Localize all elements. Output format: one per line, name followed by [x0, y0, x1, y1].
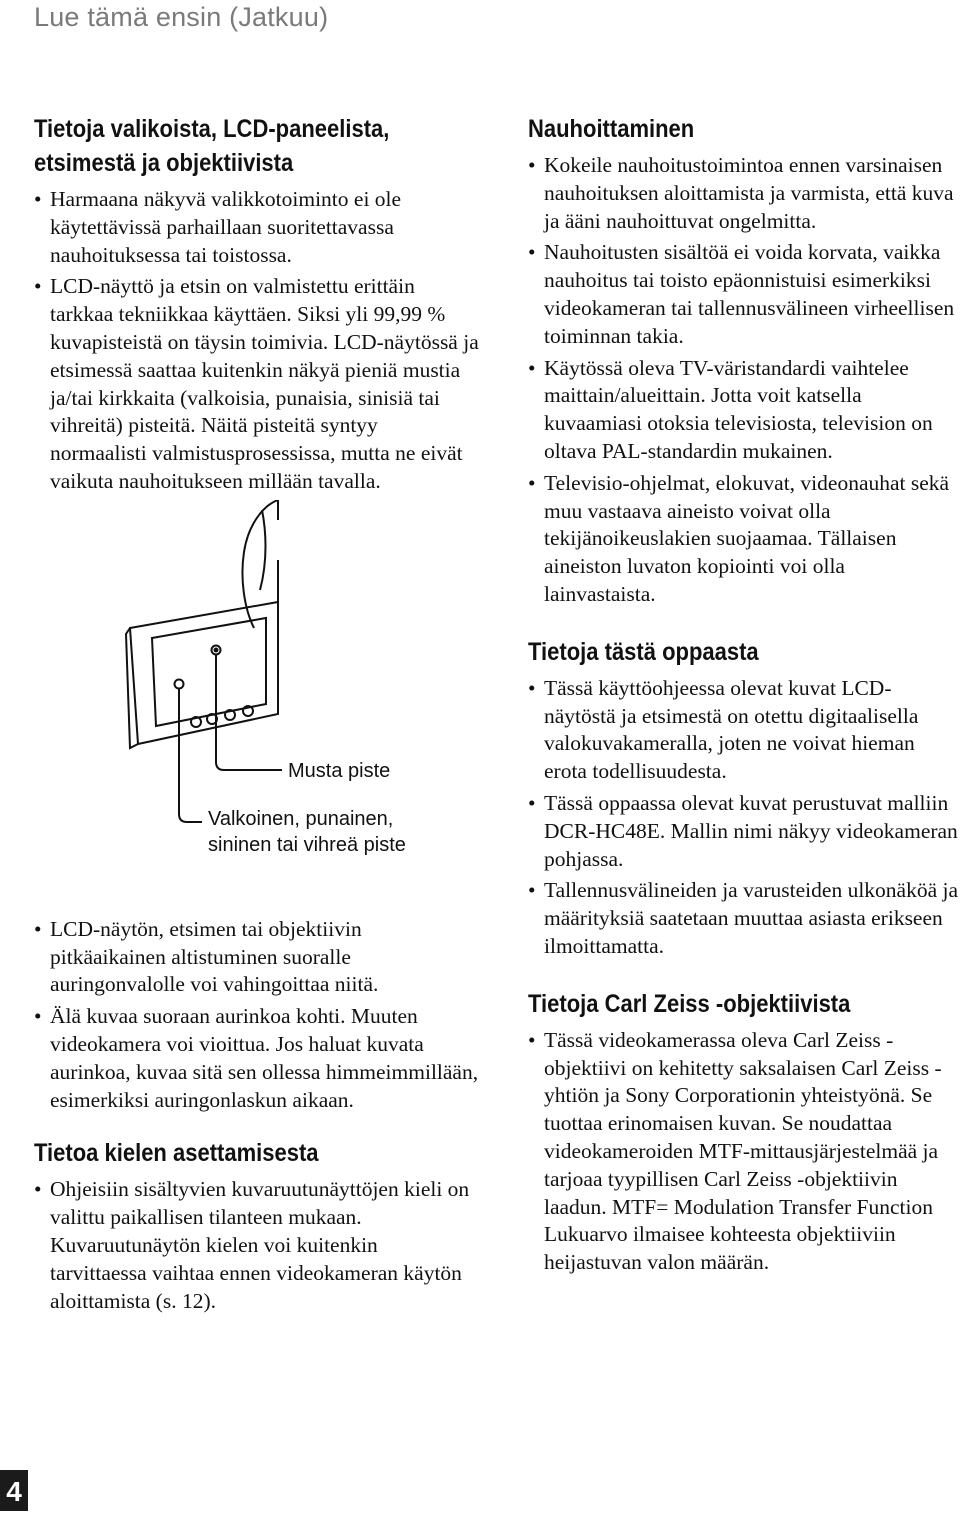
label-colour-dot-line-1: Valkoinen, punainen, [208, 807, 394, 830]
list-item: • Tässä oppaassa olevat kuvat perustuvat malliin DCR-HC48E. Mallin nimi näkyy videokameran pohjassa. [528, 790, 960, 873]
list-item: • Tallennusvälineiden ja varusteiden ulkonäköä ja määrityksiä saatetaan muuttaa asiasta erikseen ilmoittamatta. [528, 877, 960, 960]
section-heading-language: Tietoa kielen asettamisesta [34, 1139, 319, 1168]
heading-line-2: etsimestä ja objektiivista [34, 149, 294, 177]
list-item: • Käytössä oleva TV-väristandardi vaihtelee maittain/alueittain. Jotta voit katsella kuvaamiasi otoksia televisiosta, television on oltava PAL-standardin mukainen. [528, 355, 960, 466]
list-item: • Ohjeisiin sisältyvien kuvaruutunäyttöjen kieli on valittu paikallisen tilanteen mukaan. Kuvaruutunäytön kielen voi kuitenkin tarvittaessa vaihtaa ennen videokameran käytön aloittamista (s. 12). [34, 1176, 479, 1315]
left-column [34, 112, 479, 1319]
section-heading-recording: Nauhoittaminen [528, 115, 695, 143]
page-number: 4 [0, 1470, 28, 1511]
page-header-title: Lue tämä ensin (Jatkuu) [34, 2, 329, 32]
right-column [528, 112, 960, 1281]
list-item: • Kokeile nauhoitustoimintoa ennen varsinaisen nauhoituksen aloittamista ja varmista, että kuva ja ääni nauhoittuvat ongelmitta. [528, 152, 960, 235]
list-item: • Tässä videokamerassa oleva Carl Zeiss -objektiivi on kehitetty saksalaisen Carl Zeiss -yhtiön ja Sony Corporationin yhteistyönä. Se tuottaa erinomaisen kuvan. Se noudattaa videokameroiden MTF-mittausjärjestelmää ja tarjoaa tyypillisen Carl Zeiss -objektiivin laadun. MTF= Modulation Transfer Function Lukuarvo ilmaisee kohteesta objektiiviin heijastuvan valon määrän. [528, 1027, 960, 1277]
label-colour-dot-line-2: sininen tai vihreä piste [208, 833, 406, 856]
bullet-list-manual [528, 675, 960, 961]
bullet-list-language [34, 1176, 479, 1315]
section-heading-manual: Tietoja tästä oppaasta [528, 637, 759, 666]
label-colour-dot [208, 806, 406, 858]
list-item: • Älä kuvaa suoraan aurinkoa kohti. Muuten videokamera voi vioittua. Jos haluat kuvata aurinkoa, kuvaa sitä sen ollessa himmeimmillään, esimerkiksi auringonlaskun aikaan. [34, 1003, 479, 1114]
black-dot-marker [214, 647, 219, 652]
section-heading-menus-lcd [34, 112, 426, 180]
colour-dot-marker [177, 682, 181, 686]
list-item: • LCD-näyttö ja etsin on valmistettu erittäin tarkkaa tekniikkaa käyttäen. Siksi yli 99,99 % kuvapisteistä on täysin toimivia. LCD-näytössä ja etsimessä saattaa kuitenkin näkyä pieniä mustia ja/tai kirkkaita (valkoisia, punaisia, sinisiä tai vihreitä) pisteitä. Näitä pisteitä syntyy normaalisti valmistusprosessissa, mutta ne eivät vaikuta nauhoitukseen millään tavalla. [34, 273, 479, 495]
list-item: • Tässä käyttöohjeessa olevat kuvat LCD-näytöstä ja etsimestä on otettu digitaalisella valokuvakameralla, joten ne voivat hieman erota todellisuudesta. [528, 675, 960, 786]
section-heading-carl-zeiss: Tietoja Carl Zeiss -objektiivista [528, 989, 851, 1018]
bullet-list-carl-zeiss [528, 1027, 960, 1277]
label-black-dot: Musta piste [288, 759, 391, 782]
list-item: • LCD-näytön, etsimen tai objektiivin pitkäaikainen altistuminen suoralle auringonvalolle voi vahingoittaa niitä. [34, 916, 479, 999]
list-item: • Harmaana näkyvä valikkotoiminto ei ole käytettävissä parhaillaan suoritettavassa nauhoituksessa tai toistossa. [34, 186, 479, 269]
bullet-list-recording [528, 152, 960, 609]
list-item: • Televisio-ohjelmat, elokuvat, videonauhat sekä muu vastaava aineisto voivat olla tekijänoikeuslakien suojaamaa. Tällaisen aineiston luvaton kopiointi voi olla lainvastaista. [528, 470, 960, 609]
lcd-panel-illustration [34, 500, 479, 910]
heading-line-1: Tietoja valikoista, LCD-paneelista, [34, 115, 390, 143]
list-item: • Nauhoitusten sisältöä ei voida korvata, vaikka nauhoitus tai toisto epäonnistuisi esimerkiksi videokameran tai tallennusvälineen virheellisen toiminnan takia. [528, 239, 960, 350]
bullet-list-sunlight [34, 916, 479, 1115]
bullet-list-menus-lcd [34, 186, 479, 496]
